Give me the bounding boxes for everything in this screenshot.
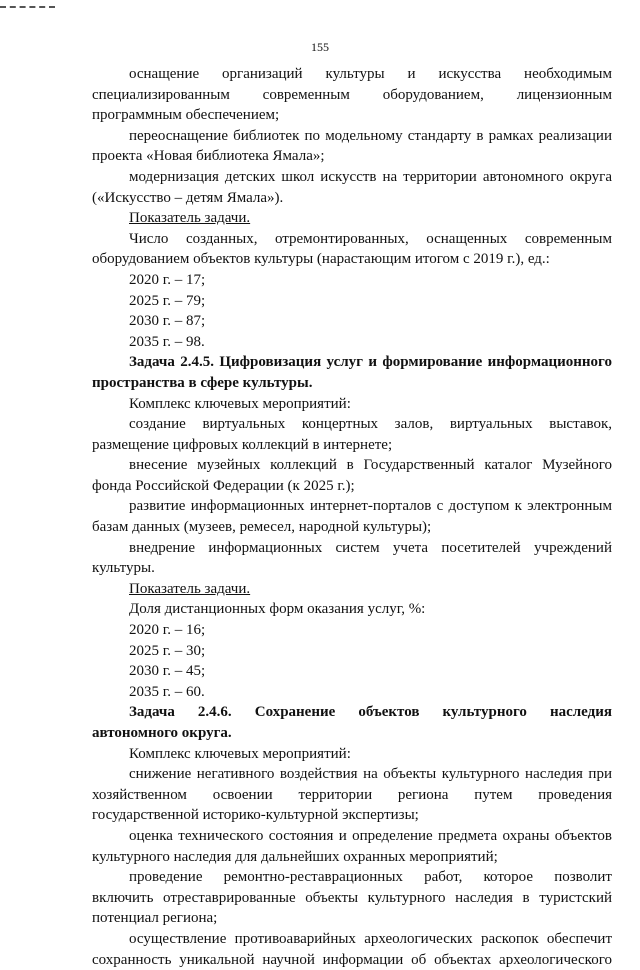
- indicator-heading: [92, 208, 612, 229]
- text-line: создание виртуальных концертных залов, виртуальных выставок,: [129, 416, 612, 433]
- text-line: фонда Российской Федерации (к 2025 г.);: [92, 477, 355, 494]
- text-line: развитие информационных интернет-порталов с доступом к электронным: [129, 498, 612, 515]
- indicator-value: 2020 г. – 17;: [129, 271, 206, 288]
- text-line: потенциал региона;: [92, 910, 218, 927]
- text-line: сохранность уникальной научной информации об объектах археологического: [92, 951, 612, 968]
- text-line: Число созданных, отремонтированных, оснащенных современным: [129, 230, 612, 247]
- text-line: Комплекс ключевых мероприятий:: [129, 745, 351, 762]
- text-line: модернизация детских школ искусств на территории автономного округа: [129, 168, 612, 185]
- text-line: Доля дистанционных форм оказания услуг, %:: [129, 601, 426, 618]
- page-number: 155: [311, 40, 329, 54]
- text-line: культурного наследия для дальнейших охранных мероприятий;: [92, 848, 498, 865]
- text-line: («Искусство – детям Ямала»).: [92, 189, 284, 206]
- indicator-value: 2020 г. – 16;: [129, 622, 206, 639]
- text-line: оснащение организаций культуры и искусства необходимым: [129, 66, 612, 82]
- text-line: базам данных (музеев, ремесел, народной культуры);: [92, 519, 432, 536]
- indicator-value: 2025 г. – 30;: [129, 642, 206, 659]
- text-line: культуры.: [92, 560, 155, 577]
- text-line: переоснащение библиотек по модельному стандарту в рамках реализации: [129, 127, 612, 144]
- indicator-value: 2035 г. – 60.: [129, 683, 205, 700]
- indicator-value: 2025 г. – 79;: [129, 292, 206, 309]
- task-heading: Задача 2.4.6. Сохранение объектов культурного наследия: [129, 704, 612, 721]
- text-line: оценка технического состояния и определение предмета охраны объектов: [129, 827, 612, 844]
- task-heading: Задача 2.4.5. Цифровизация услуг и формирование информационного: [129, 354, 612, 371]
- text-line: Комплекс ключевых мероприятий:: [129, 395, 351, 412]
- task-heading: автономного округа.: [92, 725, 232, 741]
- text-line: проекта «Новая библиотека Ямала»;: [92, 148, 325, 165]
- scan-corner-mark: [0, 6, 55, 10]
- text-line: проведение ремонтно-реставрационных работ, которое позволит: [129, 869, 612, 886]
- indicator-heading-text: Показатель задачи.: [129, 210, 251, 227]
- text-line: размещение цифровых коллекций в интернете;: [92, 436, 393, 453]
- indicator-value: 2035 г. – 98.: [129, 333, 205, 350]
- text-line: хозяйственном освоении территории региона путем проведения: [92, 786, 612, 803]
- indicator-heading: [92, 579, 612, 600]
- indicator-value: 2030 г. – 87;: [129, 313, 206, 330]
- text-line: оборудованием объектов культуры (нарастающим итогом с 2019 г.), ед.:: [92, 251, 550, 268]
- document-body: [92, 64, 612, 970]
- text-line: внесение музейных коллекций в Государственный каталог Музейного: [129, 457, 612, 474]
- text-line: внедрение информационных систем учета посетителей учреждений: [129, 539, 612, 556]
- text-line: государственной историко-культурной экспертизы;: [92, 807, 419, 824]
- text-line: программным обеспечением;: [92, 107, 280, 124]
- text-line: снижение негативного воздействия на объекты культурного наследия при: [129, 766, 612, 783]
- text-line: осуществление противоаварийных археологических раскопок обеспечит: [129, 930, 612, 947]
- indicator-value: 2030 г. – 45;: [129, 663, 206, 680]
- indicator-heading-text: Показатель задачи.: [129, 580, 251, 597]
- text-line: включить отреставрированные объекты культурного наследия в туристский: [92, 889, 612, 906]
- task-heading: пространства в сфере культуры.: [92, 374, 313, 391]
- text-line: специализированным современным оборудованием, лицензионным: [92, 86, 612, 103]
